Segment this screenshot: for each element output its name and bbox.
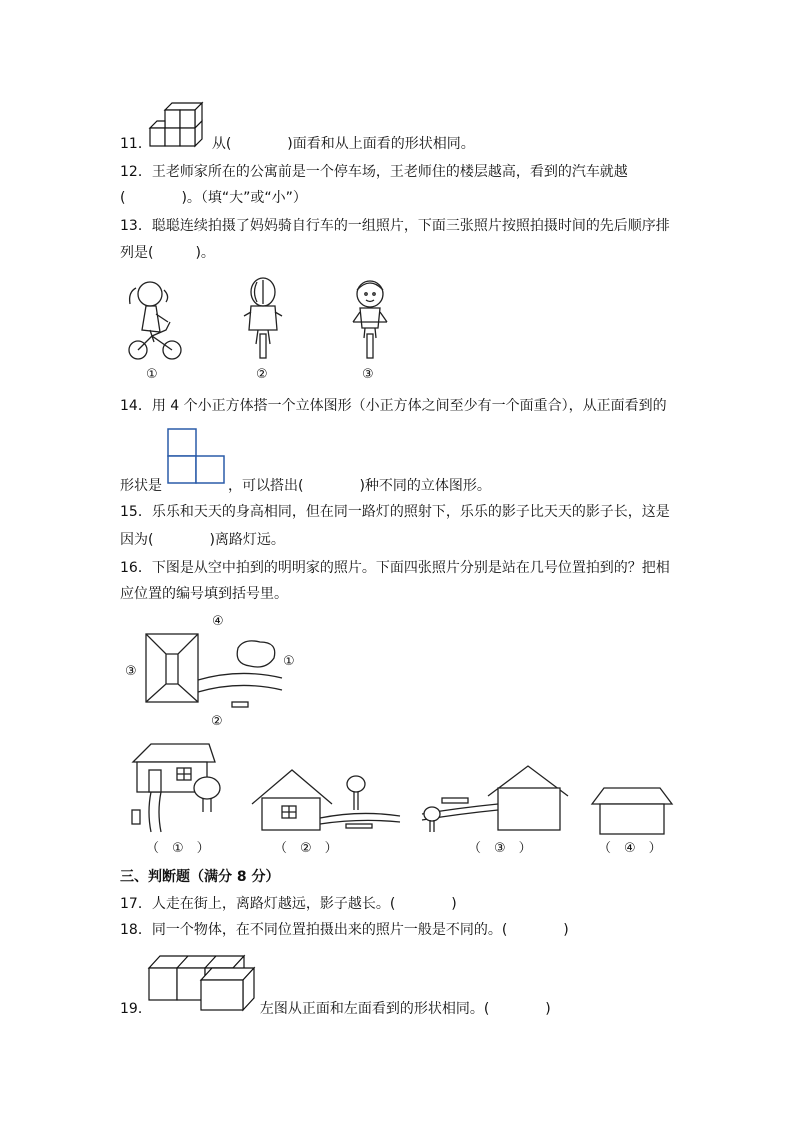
house-photo-1 <box>127 742 227 834</box>
map-label-2: ② <box>211 714 223 729</box>
q14-suffix: ，可以搭出( )种不同的立体图形。 <box>228 478 491 494</box>
question-19 <box>120 998 551 1020</box>
photo-caption-2: （ ② ） <box>274 841 338 856</box>
question-16-line1: 16．下图是从空中拍到的明明家的照片。下面四张照片分别是站在几号位置拍到的？把相 <box>120 560 670 576</box>
house-photo-2 <box>250 768 402 834</box>
bike-label-1: ① <box>146 367 158 382</box>
map-label-1: ① <box>283 654 295 669</box>
map-label-4: ④ <box>212 614 224 629</box>
aerial-map <box>140 628 300 708</box>
question-16-line2: 应位置的编号填到括号里。 <box>120 586 288 602</box>
question-15-line2: 因为( )离路灯远。 <box>120 532 285 548</box>
q11-text: 从( )面看和从上面看的形状相同。 <box>211 136 475 152</box>
q19-text: 左图从正面和左面看到的形状相同。( ) <box>259 1001 551 1017</box>
question-14-line1: 14．用 4 个小正方体搭一个立体图形（小正方体之间至少有一个面重合），从正面看到的 <box>120 398 667 414</box>
question-11 <box>120 133 475 155</box>
bike-photo-front <box>345 272 395 364</box>
question-14-line2 <box>120 475 491 497</box>
bike-label-3: ③ <box>362 367 374 382</box>
question-12-line1: 12．王老师家所在的公寓前是一个停车场，王老师住的楼层越高，看到的汽车就越 <box>120 164 628 180</box>
bike-photo-side <box>120 272 190 364</box>
question-15-line1: 15．乐乐和天天的身高相同，但在同一路灯的照射下，乐乐的影子比天天的影子长，这是 <box>120 504 670 520</box>
question-13-line2: 列是( )。 <box>120 245 215 261</box>
q11-number: 11． <box>120 136 152 152</box>
photo-caption-3: （ ③ ） <box>468 841 532 856</box>
question-18: 18．同一个物体，在不同位置拍摄出来的照片一般是不同的。( ) <box>120 922 569 938</box>
question-13-line1: 13．聪聪连续拍摄了妈妈骑自行车的一组照片，下面三张照片按照拍摄时间的先后顺序排 <box>120 218 670 234</box>
bike-photo-back <box>240 272 286 364</box>
question-17: 17．人走在街上，离路灯越远，影子越长。( ) <box>120 896 457 912</box>
q14-prefix: 形状是 <box>120 478 162 494</box>
photo-caption-4: （ ④ ） <box>598 841 662 856</box>
map-label-3: ③ <box>125 664 137 679</box>
bike-label-2: ② <box>256 367 268 382</box>
q19-number: 19． <box>120 1001 152 1017</box>
house-photo-4 <box>590 786 674 836</box>
house-photo-3 <box>418 764 572 834</box>
question-12-line2: ( )。（填“大”或“小”） <box>120 190 307 206</box>
section-title: 三、判断题（满分 8 分） <box>120 869 280 885</box>
photo-caption-1: （ ① ） <box>146 841 210 856</box>
